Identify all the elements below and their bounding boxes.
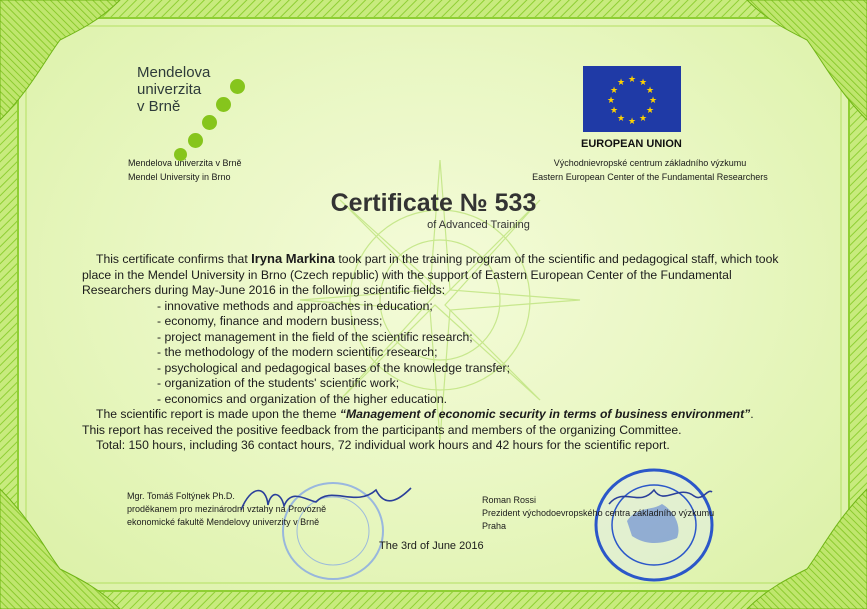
svg-text:★: ★ bbox=[627, 75, 637, 85]
signatory-left bbox=[127, 490, 326, 529]
university-name-cz: Mendelova univerzita v Brně bbox=[128, 158, 242, 168]
svg-text:★: ★ bbox=[638, 78, 648, 88]
intro-after: took part in the training program of the scientific and pedagogical staff, which took place in the Mendel University in Brno (Czech republic) with the support of Eastern European Center of the Fundamental Researchers during May-June 2016 in the following scientific fields: bbox=[82, 252, 779, 297]
list-item: - organization of the students' scientific work; bbox=[157, 376, 400, 390]
total-hours: Total: 150 hours, including 36 contact hours, 72 individual work hours and 42 hours for the scientific report. bbox=[96, 438, 670, 452]
signatory-right-name: Roman Rossi bbox=[482, 495, 537, 505]
svg-text:★: ★ bbox=[606, 96, 616, 106]
intro-paragraph bbox=[82, 251, 782, 299]
list-item: - psychological and pedagogical bases of the knowledge transfer; bbox=[157, 360, 510, 375]
svg-text:★: ★ bbox=[648, 96, 658, 106]
certificate-subtitle: of Advanced Training bbox=[427, 219, 530, 231]
svg-text:★: ★ bbox=[627, 117, 637, 127]
theme-before: The scientific report is made upon the theme bbox=[96, 407, 340, 421]
theme-paragraph bbox=[82, 407, 782, 423]
university-logo-dots bbox=[170, 76, 250, 146]
svg-text:★: ★ bbox=[616, 78, 626, 88]
signatory-right bbox=[482, 494, 714, 533]
university-names bbox=[128, 156, 242, 184]
recipient-name: Iryna Markina bbox=[251, 251, 335, 266]
list-item: - economy, finance and modern business; bbox=[157, 314, 383, 328]
svg-text:★: ★ bbox=[609, 106, 619, 116]
svg-text:★: ★ bbox=[616, 114, 626, 124]
report-theme: “Management of economic security in terms of business environment” bbox=[339, 407, 751, 421]
svg-text:★: ★ bbox=[645, 86, 655, 96]
fields-list bbox=[82, 299, 782, 408]
list-item: - economics and organization of the higher education. bbox=[157, 391, 447, 406]
feedback-paragraph: This report has received the positive feedback from the participants and members of the organizing Committee. bbox=[82, 422, 682, 437]
logo-line-3: v Brně bbox=[137, 98, 181, 115]
logo-line-2: univerzita bbox=[137, 81, 202, 98]
intro-before: This certificate confirms that bbox=[96, 252, 252, 266]
list-item: - innovative methods and approaches in education; bbox=[157, 298, 433, 313]
list-item: - project management in the field of the scientific research; bbox=[157, 329, 473, 344]
svg-text:★: ★ bbox=[638, 114, 648, 124]
eu-center-cz: Východnievropské centrum základního výzkumu bbox=[553, 158, 747, 168]
signatory-left-role1: proděkanem pro mezinárodní vztahy na Provozně bbox=[127, 504, 327, 514]
list-item: - the methodology of the modern scientific research; bbox=[157, 345, 438, 359]
certificate-title: Certificate № 533 bbox=[330, 189, 537, 217]
signatory-left-name: Mgr. Tomáš Foltýnek Ph.D. bbox=[127, 491, 235, 501]
theme-after: . bbox=[750, 407, 754, 421]
signatory-right-city: Praha bbox=[482, 521, 507, 531]
university-name-en: Mendel University in Brno bbox=[128, 172, 231, 182]
eu-center-en: Eastern European Center of the Fundamental Researchers bbox=[532, 172, 768, 182]
eu-flag bbox=[583, 66, 681, 132]
certificate-date: The 3rd of June 2016 bbox=[379, 540, 484, 552]
svg-text:★: ★ bbox=[645, 106, 655, 116]
logo-line-1: Mendelova bbox=[137, 64, 211, 81]
eu-title: EUROPEAN UNION bbox=[581, 138, 682, 150]
eu-center bbox=[525, 156, 775, 184]
signatory-left-role2: ekonomické fakultě Mendelovy univerzity v Brně bbox=[127, 517, 320, 527]
signatory-right-role: Prezident východoevropského centra základního výzkumu bbox=[482, 508, 715, 518]
eu-stars-icon bbox=[583, 66, 681, 132]
certificate-body bbox=[82, 251, 782, 454]
svg-text:★: ★ bbox=[609, 86, 619, 96]
